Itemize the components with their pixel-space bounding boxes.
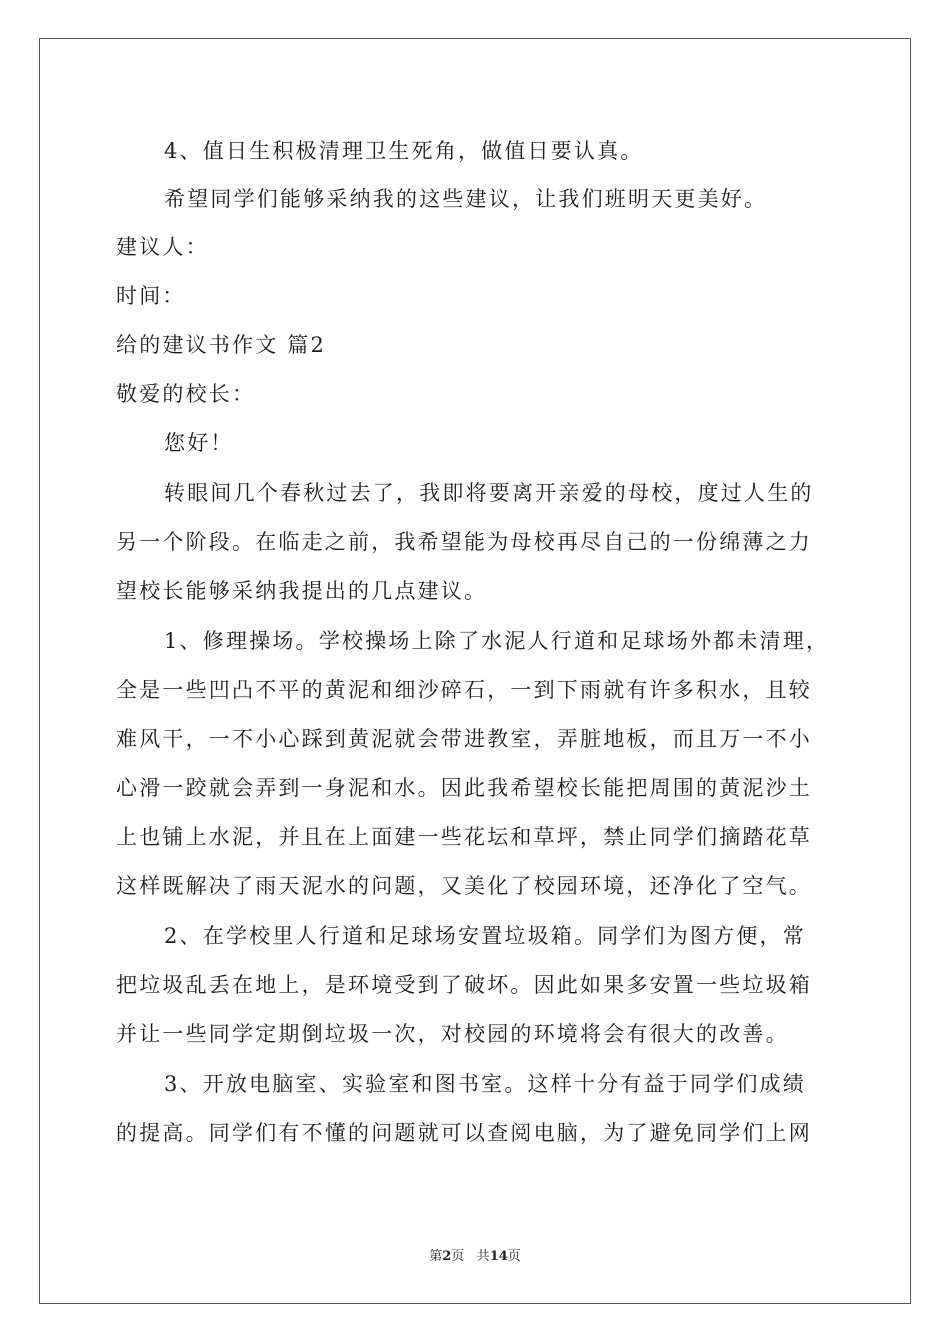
paragraph-line: 希望同学们能够采纳我的这些建议，让我们班明天更美好。 (164, 187, 768, 211)
section-heading: 给的建议书作文 篇2 (116, 333, 327, 357)
paragraph-line: 3、开放电脑室、实验室和图书室。这样十分有益于同学们成绩 (164, 1072, 806, 1096)
paragraph-line: 4、值日生积极清理卫生死角，做值日要认真。 (164, 139, 644, 163)
paragraph-line: 难风干，一不小心踩到黄泥就会带进教室，弄脏地板，而且万一不小 (116, 727, 812, 751)
paragraph-line: 把垃圾乱丢在地上，是环境受到了破坏。因此如果多安置一些垃圾箱 (116, 973, 812, 997)
total-page-count: 14 (489, 1249, 508, 1264)
paragraph-line: 的提高。同学们有不懂的问题就可以查阅电脑，为了避免同学们上网 (116, 1121, 812, 1145)
current-page-number: 2 (442, 1249, 452, 1264)
paragraph-line: 并让一些同学定期倒垃圾一次，对校园的环境将会有很大的改善。 (116, 1022, 789, 1046)
date-label: 时间： (116, 284, 186, 308)
footer-page-suffix: 页 (451, 1249, 465, 1264)
paragraph-line: 心滑一跤就会弄到一身泥和水。因此我希望校长能把周围的黄泥沙土 (116, 776, 812, 800)
paragraph-line: 1、修理操场。学校操场上除了水泥人行道和足球场外都未清理， (164, 629, 830, 653)
footer-prefix: 第 (429, 1249, 443, 1264)
page-footer (0, 1245, 950, 1264)
paragraph-line: 转眼间几个春秋过去了，我即将要离开亲爱的母校，度过人生的 (164, 481, 814, 505)
footer-total-prefix: 共 (476, 1249, 490, 1264)
paragraph-line: 这样既解决了雨天泥水的问题，又美化了校园环境，还净化了空气。 (116, 874, 812, 898)
footer-total-suffix: 页 (507, 1249, 521, 1264)
signature-label: 建议人： (116, 235, 209, 259)
salutation: 敬爱的校长： (116, 382, 256, 406)
paragraph-line: 望校长能够采纳我提出的几点建议。 (116, 579, 488, 603)
page-border (39, 38, 911, 1304)
paragraph-line: 2、在学校里人行道和足球场安置垃圾箱。同学们为图方便，常 (164, 924, 806, 948)
greeting: 您好！ (164, 431, 234, 455)
paragraph-line: 另一个阶段。在临走之前，我希望能为母校再尽自己的一份绵薄之力 (116, 530, 812, 554)
paragraph-line: 全是一些凹凸不平的黄泥和细沙碎石，一到下雨就有许多积水，且较 (116, 678, 812, 702)
paragraph-line: 上也铺上水泥，并且在上面建一些花坛和草坪，禁止同学们摘踏花草 (116, 825, 812, 849)
